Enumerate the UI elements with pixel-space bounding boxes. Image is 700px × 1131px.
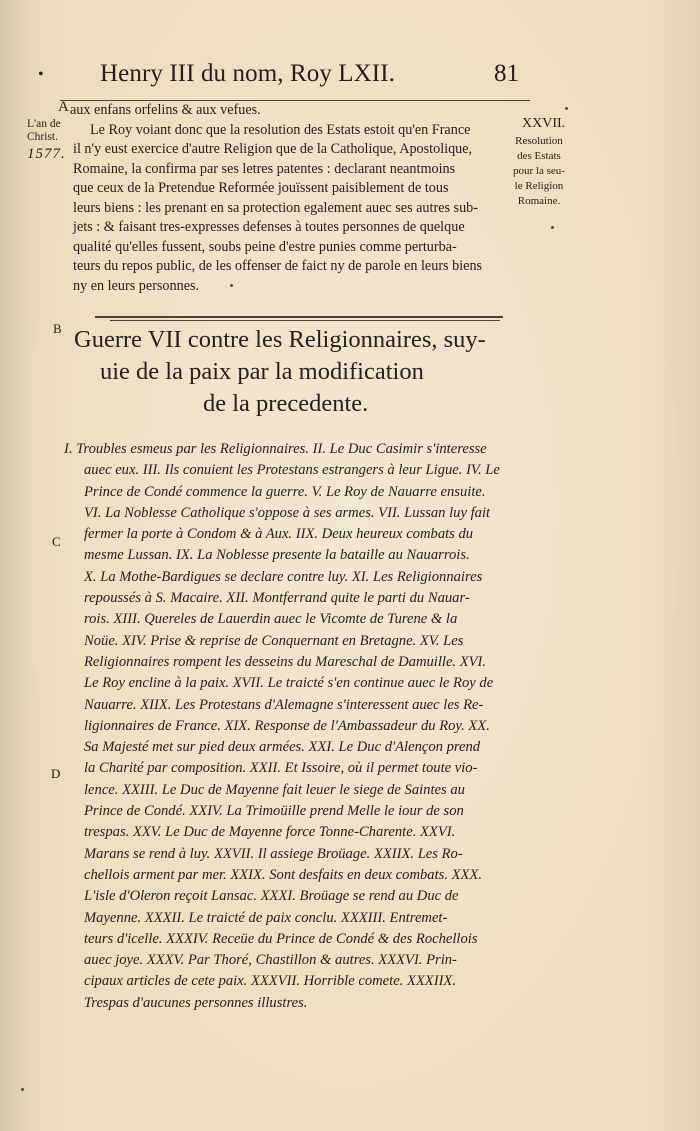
summary-line: Noüe. XIV. Prise & reprise de Conquernant en Bretagne. XV. Les [84, 632, 464, 649]
summary-line: Le Roy encline à la paix. XVII. Le traicté s'en continue auec le Roy de [84, 675, 494, 692]
right-note-line: le Religion [514, 180, 564, 192]
left-note-line: Christ. [27, 131, 58, 143]
ink-speck [551, 226, 554, 229]
margin-marker-c: C [52, 534, 61, 549]
summary-line: trespas. XXV. Le Duc de Mayenne force Tonne-Charente. XXVI. [84, 824, 456, 841]
ink-speck [21, 1088, 24, 1091]
summary-line: cipaux articles de cete paix. XXXVII. Horrible comete. XXXIIX. [84, 973, 456, 990]
ink-speck [565, 107, 568, 110]
left-note-line: L'an de [27, 118, 61, 130]
summary-line: lence. XXIII. Le Duc de Mayenne fait leuer le siege de Saintes au [84, 781, 465, 798]
summary-line: la Charité par composition. XXII. Et Issoire, où il permet toute vio- [84, 760, 478, 777]
summary-line: teurs d'icelle. XXXIV. Receüe du Prince de Condé & des Rochellois [84, 930, 478, 947]
text-line: qualité qu'elles fussent, soubs peine d'estre punies comme perturba- [73, 238, 457, 255]
summary-line: auec joye. XXXV. Par Thoré, Chastillon & autres. XXXVI. Prin- [84, 952, 457, 969]
text-line: Le Roy voiant donc que la resolution des Estats estoit qu'en France [90, 121, 471, 138]
text-line: il n'y eust exercice d'autre Religion que de la Catholique, Apostolique, [73, 141, 473, 157]
section-title-line: uie de la paix par la modification [100, 358, 424, 385]
margin-marker-d: D [51, 766, 61, 781]
ornament-dot-icon: • [38, 66, 44, 83]
text-line: ny en leurs personnes. [73, 277, 200, 294]
summary-line: chellois arment par mer. XXIX. Sont desfaits en deux combats. XXX. [84, 866, 483, 883]
right-note-line: Romaine. [517, 195, 561, 207]
page-number: 81 [494, 60, 519, 87]
summary-line: I. Troubles esmeus par les Religionnaires. II. Le Duc Casimir s'interesse [64, 441, 487, 457]
section-title [70, 324, 530, 420]
section-title-line: de la precedente. [203, 390, 369, 417]
summary-line: Nauarre. XIIX. Les Protestans d'Alemagne s'interessent auec les Re- [84, 696, 484, 713]
text-line: leurs biens : les prenant en sa protection egalement auec ses autres sub- [73, 199, 478, 216]
summary-line: mesme Lussan. IX. La Noblesse presente la bataille au Nauarrois. [84, 547, 470, 564]
summary-line: Trespas d'aucunes personnes illustres. [84, 994, 308, 1011]
text-line: Romaine, la confirma par ses letres patentes : declarant neantmoins [73, 160, 456, 177]
left-note-year: 1577. [27, 146, 66, 162]
section-divider [110, 320, 500, 321]
summary-line: VI. La Noblesse Catholique s'oppose à ses armes. VII. Lussan luy fait [84, 504, 491, 521]
summary-line: L'isle d'Oleron reçoit Lansac. XXXI. Broüage se rend au Duc de [84, 888, 459, 905]
running-head-title: Henry III du nom, Roy LXII. [100, 60, 395, 87]
summary-line: repoussés à S. Macaire. XII. Montferrand quite le parti du Nauar- [84, 590, 470, 607]
right-margin-note [513, 134, 565, 209]
margin-marker-b: B [53, 321, 62, 336]
summary-line: auec eux. III. Ils conuient les Protestans estrangers à leur Ligue. IV. Le [84, 462, 500, 479]
summary-line: Marans se rend à luy. XXVII. Il assiege Broüage. XXIIX. Les Ro- [84, 845, 463, 862]
right-note-line: pour la seu- [513, 165, 565, 177]
section-title-line: Guerre VII contre les Religionnaires, suy- [74, 326, 486, 353]
text-line: aux enfans orfelins & aux vefues. [70, 102, 261, 118]
main-paragraph [57, 101, 512, 296]
summary-line: Prince de Condé. XXIV. La Trimoüille prend Melle le iour de son [84, 803, 464, 820]
text-line: teurs du repos public, de les offenser de faict ny de parole en leurs biens [73, 258, 483, 274]
right-note-line: des Estats [517, 150, 561, 162]
text-line: jets : & faisant tres-expresses defenses à toutes personnes de quelque [73, 219, 465, 235]
summary-line: Sa Majesté met sur pied deux armées. XXI. Le Duc d'Alençon prend [84, 739, 481, 756]
summary-line: fermer la porte à Condom & à Aux. IIX. Deux heureux combats du [84, 526, 474, 543]
right-note-line: Resolution [515, 135, 563, 147]
summary-line: ligionnaires de France. XIX. Response de l'Ambassadeur du Roy. XX. [84, 717, 490, 734]
right-note-number: XXVII. [522, 116, 566, 131]
summary-line: rois. XIII. Quereles de Lauerdin auec le Vicomte de Turene & la [84, 611, 458, 628]
margin-marker-a: A [58, 99, 69, 115]
summary-line: X. La Mothe-Bardigues se declare contre luy. XI. Les Religionnaires [84, 568, 483, 585]
summary-line: Prince de Condé commence la guerre. V. Le Roy de Nauarre ensuite. [84, 483, 486, 500]
summary-line: Religionnaires rompent les desseins du Mareschal de Damuille. XVI. [84, 653, 487, 670]
summary-line: Mayenne. XXXII. Le traicté de paix conclu. XXXIII. Entremet- [84, 909, 448, 926]
section-divider [95, 316, 503, 318]
ink-speck [230, 284, 233, 287]
chapter-summary [64, 439, 514, 1014]
text-line: que ceux de la Pretendue Reformée jouïssent paisiblement de tous [73, 180, 449, 196]
